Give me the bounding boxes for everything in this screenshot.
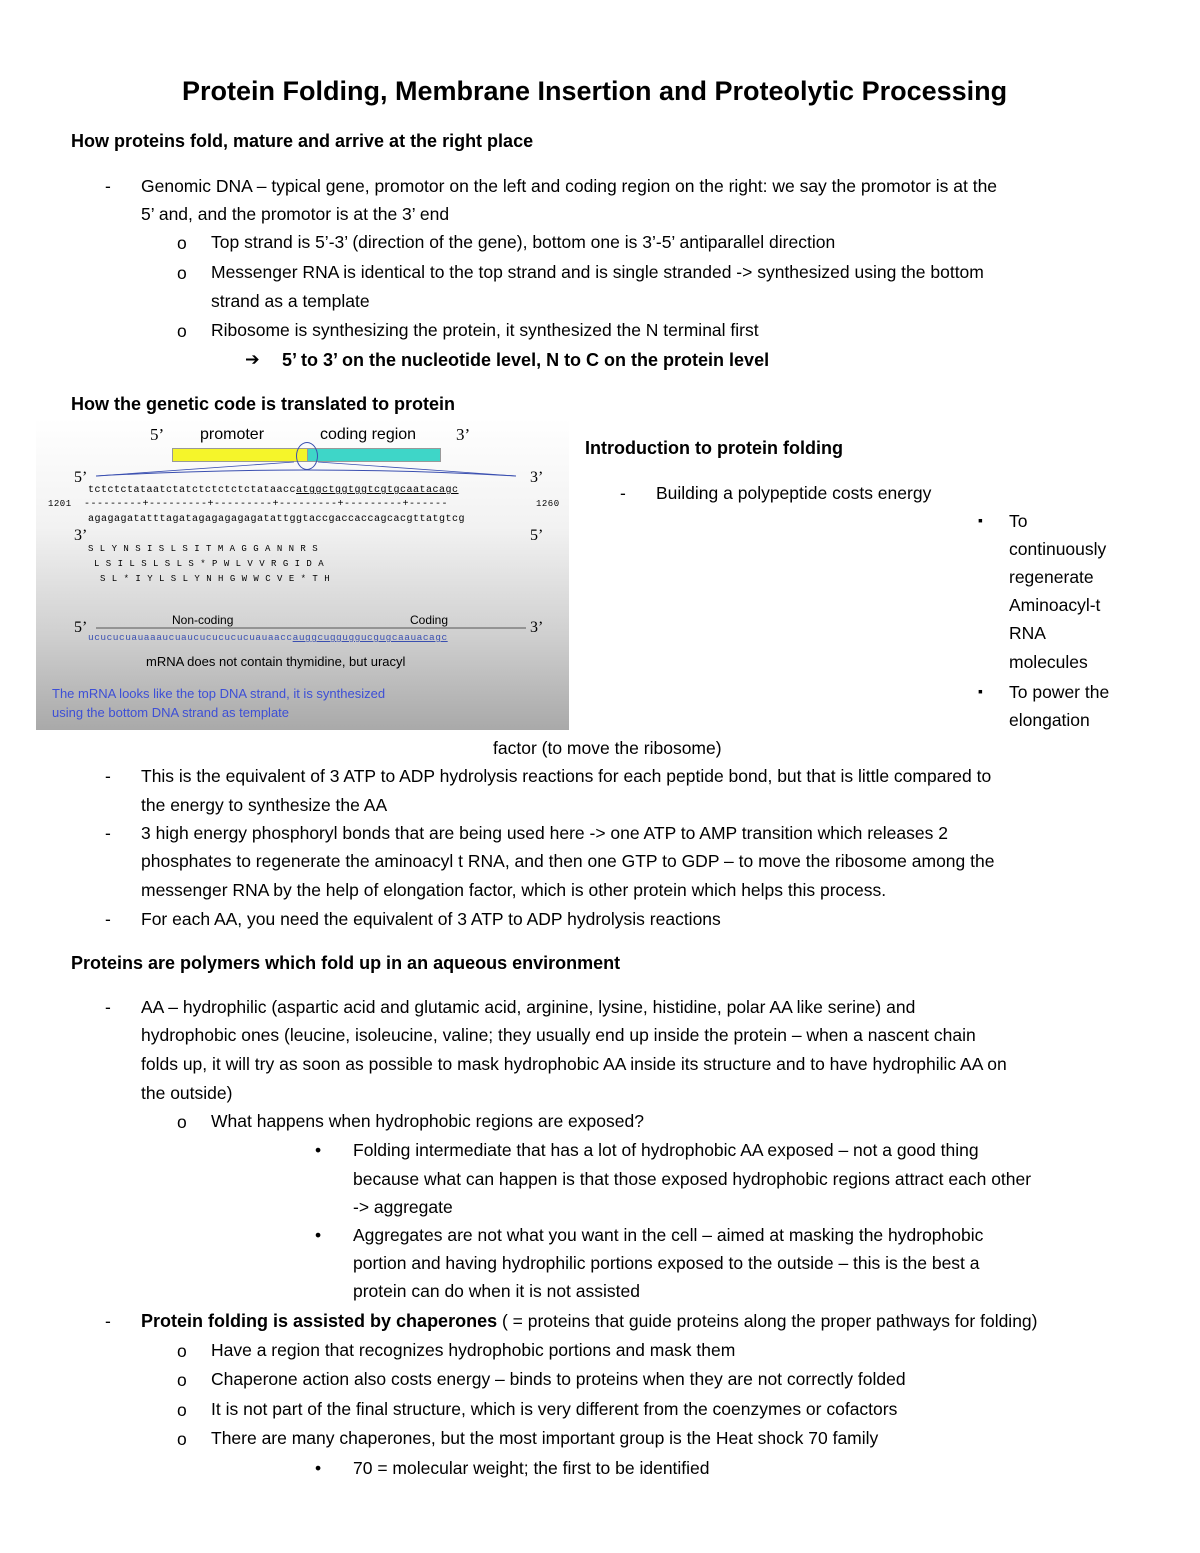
page-title: Protein Folding, Membrane Insertion and Proteolytic Processing [182,76,1008,106]
bullet-polypeptide-energy: Building a polypeptide costs energy [656,483,932,503]
sq1-line3: regenerate [1009,567,1094,587]
ruler-line: ---------+---------+---------+---------+---------+------ [84,499,449,510]
section-heading-polymers: Proteins are polymers which fold up in an aqueous environment [71,953,621,973]
bullet-phosphoryl-bonds: 3 high energy phosphoryl bonds that are being used here -> one ATP to AMP transition which releases 2 [141,823,948,843]
chaperones-bold: Protein folding is assisted by chaperones [141,1311,498,1331]
dot-bullet: • [315,1225,322,1245]
sub-bullet-ribosome: Ribosome is synthesizing the protein, it synthesized the N terminal first [211,320,759,340]
mrna-note: mRNA does not contain thymidine, but uracyl [146,654,406,669]
dash-bullet: - [105,176,111,196]
dot-bullet-folding-intermediate-cont1: because what can happen is that those exposed hydrophobic regions attract each other [353,1169,1032,1189]
bullet-each-aa: For each AA, you need the equivalent of 3 ATP to ADP hydrolysis reactions [141,909,721,929]
reading-frame-3: S L * I Y L S L Y N H G W W C V E * T H [100,574,331,584]
sub-bullet-recognize-region: Have a region that recognizes hydrophobic portions and mask them [211,1340,736,1360]
dot-bullet-folding-intermediate-cont2: -> aggregate [353,1197,453,1217]
coding-label: Coding [410,613,449,627]
fig-mrna-3prime: 3’ [530,619,544,636]
fig-5prime-label: 5’ [150,425,165,444]
section-heading-fold: How proteins fold, mature and arrive at the right place [71,131,534,151]
blue-note-line1: The mRNA looks like the top DNA strand, it is synthesized [52,686,386,701]
sub-bullet-not-final: It is not part of the final structure, which is very different from the coenzymes or cofactors [211,1399,898,1419]
bullet-aa-types-cont1: hydrophobic ones (leucine, isoleucine, valine; they usually end up inside the protein – when a nascent chain [141,1025,976,1045]
dash-bullet: - [105,1311,111,1331]
dot-bullet-aggregates-cont1: portion and having hydrophilic portions exposed to the outside – this is the best a [353,1253,980,1273]
sub-bullet-hydrophobic-exposed: What happens when hydrophobic regions are exposed? [211,1111,644,1131]
fig-promoter-label: promoter [200,426,265,443]
mrna-coding: auggcugguggucgugcaauacagc [292,632,448,643]
square-bullet: ▪ [978,512,983,528]
dot-bullet-folding-intermediate: Folding intermediate that has a lot of hydrophobic AA exposed – not a good thing [353,1140,979,1160]
bullet-aa-types-cont2: folds up, it will try as soon as possible to mask hydrophobic AA inside its structure and to have hydrophilic AA on [141,1054,1007,1074]
square-bullet: ▪ [978,683,983,699]
reading-frame-1: S L Y N S I S L S I T M A G G A N N R S [88,544,319,554]
dot-bullet-aggregates-cont2: protein can do when it is not assisted [353,1281,640,1301]
sq2-line1: To power the [1009,682,1110,702]
chaperones-rest: ( = proteins that guide proteins along the proper pathways for folding) [497,1311,1038,1331]
fig-mrna-line [36,418,569,730]
sq1-line5: RNA [1009,623,1046,643]
dash-bullet: - [105,766,111,786]
dot-bullet: • [315,1458,322,1478]
sub-bullet-mrna-cont: strand as a template [211,291,370,311]
top-strand-coding: atggctggtggtcgtgcaatacagc [296,485,459,496]
sub-bullet-top-strand: Top strand is 5’-3’ (direction of the gene), bottom one is 3’-5’ antiparallel direction [211,232,836,252]
reading-frame-2: L S I L S L S L S * P W L V V R G I D A [94,559,325,569]
sq1-line1: To [1009,511,1028,531]
bullet-aa-types: AA – hydrophilic (aspartic acid and glutamic acid, arginine, lysine, histidine, polar AA like serine) and [141,997,916,1017]
sq2-line2: elongation [1009,710,1090,730]
sq1-line2: continuously [1009,539,1107,559]
section-heading-intro-folding: Introduction to protein folding [585,438,843,458]
bullet-atp-equivalent-cont: the energy to synthesize the AA [141,795,388,815]
circle-bullet: o [177,233,187,253]
ruler-right: 1260 [536,499,560,509]
circle-bullet: o [177,1112,187,1132]
circle-bullet: o [177,1370,187,1390]
fig-3prime-label: 3’ [456,425,471,444]
circle-bullet: o [177,1341,187,1361]
fig-bottom-3prime: 3’ [74,527,88,544]
circle-bullet: o [177,1429,187,1449]
dot-bullet-aggregates: Aggregates are not what you want in the cell – aimed at masking the hydrophobic [353,1225,984,1245]
bullet-phosphoryl-bonds-cont2: messenger RNA by the help of elongation factor, which is other protein which helps this process. [141,880,887,900]
circle-bullet: o [177,263,187,283]
ruler-left: 1201 [48,499,72,509]
dash-bullet: - [105,823,111,843]
bullet-genomic-dna-cont: 5’ and, and the promotor is at the 3’ end [141,204,450,224]
dash-bullet: - [105,997,111,1017]
dash-bullet: - [105,909,111,929]
mrna-noncoding: ucucucuauaaaucuaucucucucucuauaacc [88,632,293,643]
circle-bullet: o [177,321,187,341]
bullet-atp-equivalent: This is the equivalent of 3 ATP to ADP hydrolysis reactions for each peptide bond, but that is little compared to [141,766,992,786]
non-coding-label: Non-coding [172,613,234,627]
fig-top-3prime: 3’ [530,469,544,486]
bullet-aa-types-cont3: the outside) [141,1083,233,1103]
blue-note-line2: using the bottom DNA strand as template [52,705,290,720]
sub-bullet-heat-shock: There are many chaperones, but the most important group is the Heat shock 70 family [211,1428,879,1448]
sq1-line6: molecules [1009,652,1088,672]
bottom-strand: agagagatatttagatagagagagagatattggtaccgaccaccagcacgttatgtcg [88,514,466,525]
circle-bullet: o [177,1400,187,1420]
bullet-genomic-dna: Genomic DNA – typical gene, promotor on the left and coding region on the right: we say the promotor is at the [141,176,998,196]
section-heading-translation: How the genetic code is translated to protein [71,394,456,414]
fig-top-5prime: 5’ [74,469,88,486]
genetic-code-figure [36,418,569,730]
dash-bullet: - [620,483,626,503]
dot-bullet-molecular-weight: 70 = molecular weight; the first to be identified [353,1458,710,1478]
elongation-factor-cont: factor (to move the ribosome) [493,738,722,758]
fig-coding-region-label: coding region [320,426,417,443]
top-strand-noncoding: tctctctataatctatctctctctctataacc [88,485,297,496]
sq1-line4: Aminoacyl-t [1009,595,1101,615]
bullet-chaperones [141,1312,1038,1331]
bullet-phosphoryl-bonds-cont1: phosphates to regenerate the aminoacyl t RNA, and then one GTP to GDP – to move the ribosome among the [141,851,995,871]
fig-mrna-5prime: 5’ [74,619,88,636]
sub-bullet-costs-energy: Chaperone action also costs energy – binds to proteins when they are not correctly folded [211,1369,906,1389]
arrow-icon: ➔ [245,349,260,369]
sub-bullet-mrna: Messenger RNA is identical to the top strand and is single stranded -> synthesized using the bottom [211,262,984,282]
fig-bottom-5prime: 5’ [530,527,544,544]
dot-bullet: • [315,1140,322,1160]
arrow-conclusion: 5’ to 3’ on the nucleotide level, N to C on the protein level [282,350,770,370]
